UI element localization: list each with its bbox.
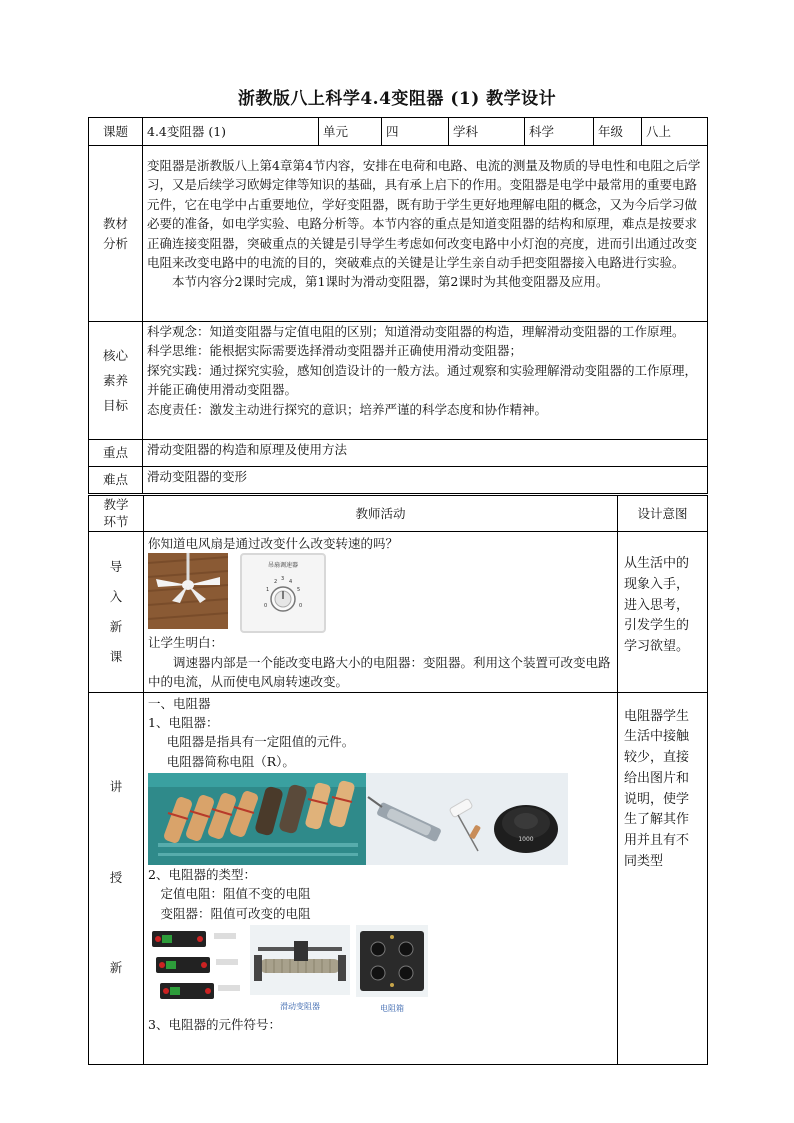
label-textbook-analysis bbox=[89, 146, 143, 322]
teaching-process-table bbox=[88, 495, 708, 1065]
lecture-s2b: 变阻器：阻值可改变的电阻 bbox=[160, 905, 311, 921]
regulator-mark: 4 bbox=[289, 579, 293, 586]
textbook-analysis-p1: 变阻器是浙教版八上第4章第4节内容，安排在电荷和电路、电流的测量及物质的导电性和电阻之后学习，又是后续学习欧姆定律等知识的基础，具有承上启下的作用。变阻器是电学中最常用的重要电路元件，它在电学中占重要地位，学好变阻器，既有助于学生更好地理解电阻的概念，又为今后学习做必要的准备，如电学实验、电路分析等。本节内容的重点是知道变阻器的结构和原理，难点是按要求正确连接变阻器，突破重点的关键是引导学生考虑如何改变电路中小灯泡的亮度，进而引出通过改变电阻来改变电路中的电流的目的，突破难点的关键是让学生亲自动手把变阻器接入电路进行实验。 bbox=[147, 158, 701, 270]
slide-rheostat-caption: 滑动变阻器 bbox=[280, 1001, 320, 1011]
knob-label: 1000 bbox=[518, 836, 534, 843]
resistance-box-figure bbox=[356, 925, 428, 1015]
stage-intro bbox=[89, 532, 144, 693]
slide-rheostat-figure bbox=[250, 925, 350, 1013]
stage-char: 讲 bbox=[109, 779, 123, 795]
variable-resistor-knob-image bbox=[366, 773, 568, 865]
label-unit: 单元 bbox=[319, 118, 382, 146]
label-grade: 年级 bbox=[594, 118, 642, 146]
intro-question: 你知道电风扇是通过改变什么改变转速的吗？ bbox=[148, 536, 399, 551]
stage-char: 导 bbox=[109, 558, 123, 574]
lecture-s1b: 电阻器简称电阻（R）。 bbox=[166, 753, 295, 769]
textbook-analysis-p2: 本节内容分2课时完成，第1课时为滑动变阻器，第2课时为其他变阻器及应用。 bbox=[172, 274, 609, 290]
course-info-table bbox=[88, 117, 708, 494]
header-stage bbox=[89, 496, 144, 532]
lecture-s1: 1、电阻器： bbox=[148, 714, 219, 730]
regulator-mark: 2 bbox=[274, 579, 278, 586]
value-unit: 四 bbox=[382, 118, 449, 146]
label-textbook-analysis-text: 教材分析 bbox=[102, 216, 128, 251]
lecture-intent: 电阻器学生生活中接触较少，直接给出图片和说明，使学生了解其作用并且有不同类型 bbox=[618, 692, 708, 1064]
fixed-resistors-image bbox=[148, 925, 244, 1007]
lecture-section: 一、电阻器 bbox=[148, 695, 211, 711]
value-grade: 八上 bbox=[642, 118, 708, 146]
label-subject: 学科 bbox=[449, 118, 525, 146]
value-subject: 科学 bbox=[525, 118, 594, 146]
label-key-point: 重点 bbox=[89, 440, 143, 467]
resistor-images bbox=[148, 773, 613, 865]
regulator-mark: 1 bbox=[266, 587, 270, 594]
difficulty-text: 滑动变阻器的变形 bbox=[143, 467, 708, 494]
key-point-text: 滑动变阻器的构造和原理及使用方法 bbox=[143, 440, 708, 467]
ceiling-fan-image bbox=[148, 553, 228, 629]
header-intent: 设计意图 bbox=[618, 496, 708, 532]
label-difficulty: 难点 bbox=[89, 467, 143, 494]
resistor-type-images bbox=[148, 925, 613, 1015]
intro-intent: 从生活中的现象入手，进入思考，引发学生的学习欲望。 bbox=[618, 532, 708, 693]
label-topic: 课题 bbox=[89, 118, 143, 146]
regulator-title: 吊扇调速器 bbox=[267, 562, 298, 570]
regulator-mark: 0 bbox=[299, 603, 303, 610]
label-core-literacy bbox=[89, 322, 143, 440]
lecture-s3: 3、电阻器的元件符号： bbox=[148, 1016, 281, 1032]
header-activity: 教师活动 bbox=[144, 496, 618, 532]
stage-lecture bbox=[89, 692, 144, 1064]
slide-rheostat-image bbox=[250, 925, 350, 995]
core-item: 科学观念：知道变阻器与定值电阻的区别；知道滑动变阻器的构造，理解滑动变阻器的工作原理。 bbox=[147, 324, 685, 339]
label-core-literacy-text: 核心素养目标 bbox=[102, 348, 128, 413]
regulator-mark: 0 bbox=[264, 603, 268, 610]
regulator-mark: 3 bbox=[281, 576, 285, 583]
header-stage-text: 教学环节 bbox=[103, 497, 129, 529]
core-item: 科学思维：能根据实际需要选择滑动变阻器并正确使用滑动变阻器； bbox=[147, 343, 523, 359]
resistance-box-caption: 电阻箱 bbox=[380, 1003, 404, 1013]
page-title: 浙教版八上科学4.4变阻器 (1) 教学设计 bbox=[237, 89, 557, 109]
stage-char: 新 bbox=[109, 960, 123, 976]
resistance-box-image bbox=[356, 925, 428, 997]
resistors-board-image bbox=[148, 773, 366, 865]
lecture-s2a: 定值电阻：阻值不变的电阻 bbox=[160, 886, 311, 902]
regulator-mark: 5 bbox=[297, 587, 301, 594]
intro-explain: 调速器内部是一个能改变电路大小的电阻器：变阻器。利用这个装置可改变电路中的电流，从而使电风扇转速改变。 bbox=[148, 654, 611, 690]
intro-let-students: 让学生明白： bbox=[148, 635, 224, 651]
core-item: 态度责任：激发主动进行探究的意识；培养严谨的科学态度和协作精神。 bbox=[147, 401, 548, 417]
lecture-s1a: 电阻器是指具有一定阻值的元件。 bbox=[166, 734, 355, 750]
intro-images bbox=[148, 553, 613, 633]
lecture-s2: 2、电阻器的类型： bbox=[148, 867, 256, 882]
stage-char: 课 bbox=[109, 648, 123, 664]
stage-char: 新 bbox=[109, 618, 123, 634]
fan-regulator-image bbox=[240, 553, 326, 633]
stage-char: 授 bbox=[109, 869, 123, 885]
value-topic: 4.4变阻器 (1) bbox=[143, 118, 319, 146]
core-item: 探究实践：通过探究实验，感知创造设计的一般方法。通过观察和实验理解滑动变阻器的工作原理，并能正确使用滑动变阻器。 bbox=[147, 362, 698, 398]
stage-char: 入 bbox=[109, 588, 123, 604]
